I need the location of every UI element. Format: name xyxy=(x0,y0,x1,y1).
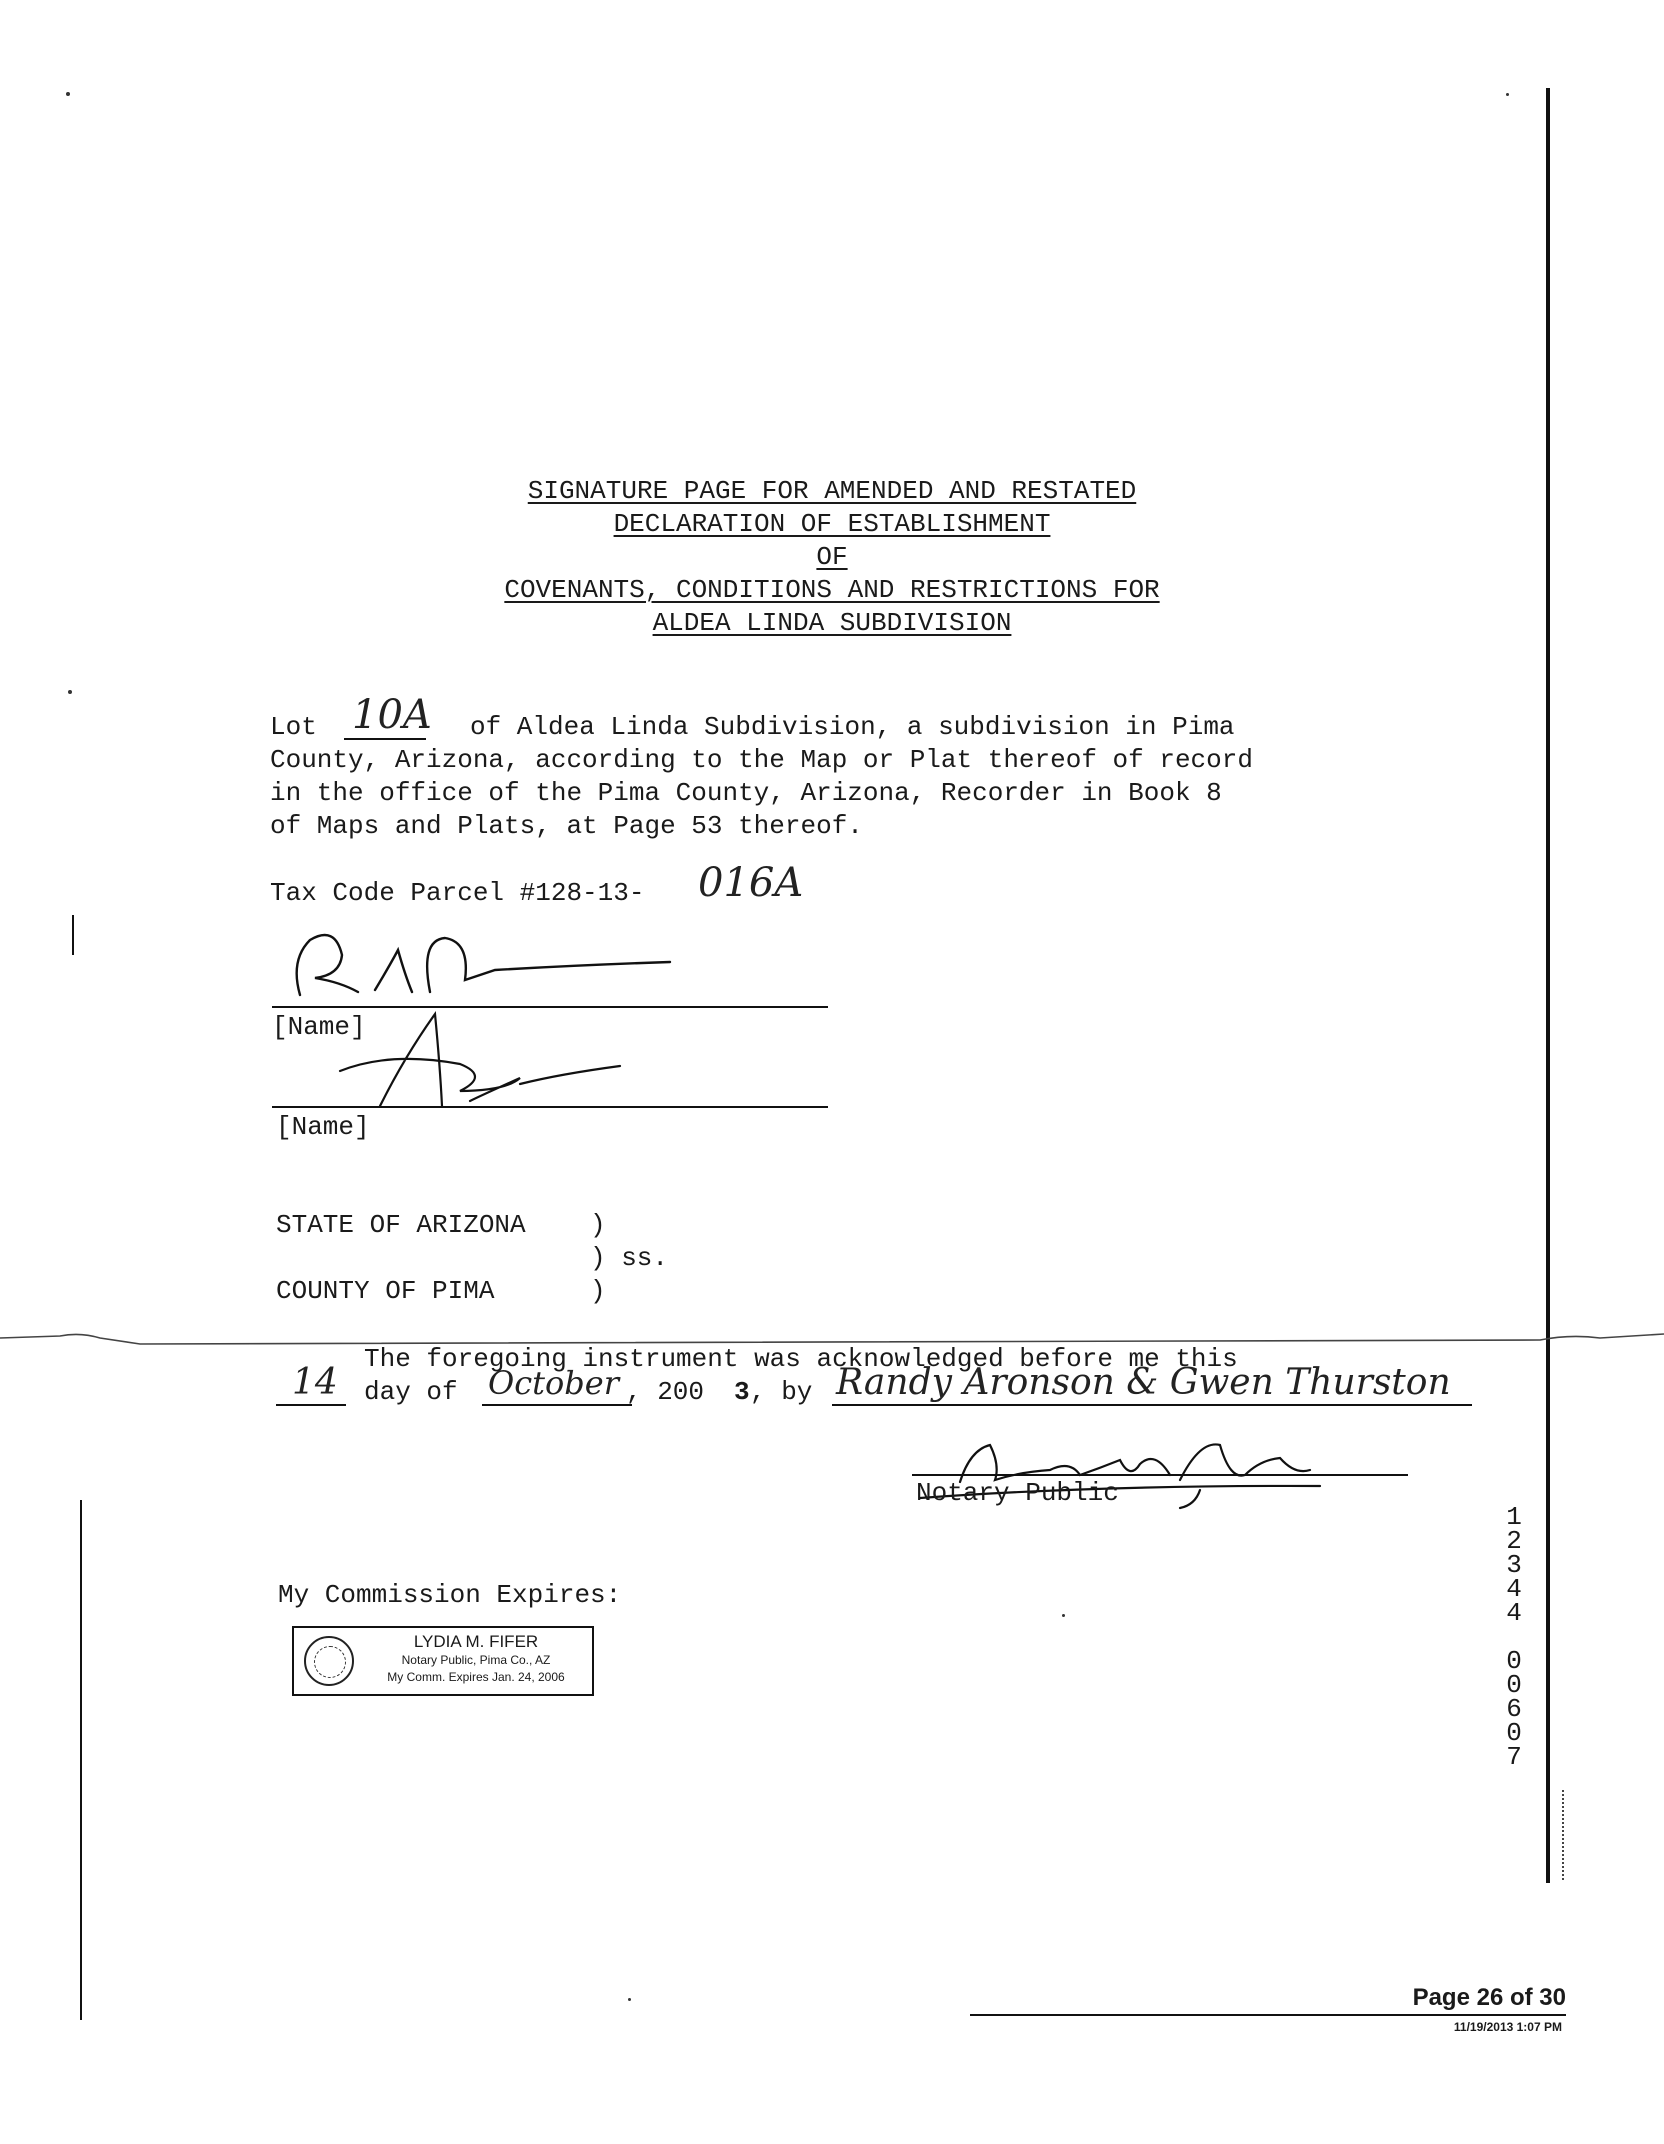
stamp-expires: My Comm. Expires Jan. 24, 2006 xyxy=(387,1670,565,1684)
acknowledgment-year-prefix: , 200 xyxy=(626,1377,705,1407)
stamp-title: Notary Public, Pima Co., AZ xyxy=(401,1653,551,1667)
title-line-4: COVENANTS, CONDITIONS AND RESTRICTIONS FOR xyxy=(504,575,1160,605)
tax-code-handwritten: 016A xyxy=(698,860,804,906)
venue-state: STATE OF ARIZONA xyxy=(276,1210,526,1240)
commission-expires-label: My Commission Expires: xyxy=(278,1580,622,1610)
signature-2-line xyxy=(272,1106,828,1108)
left-dashed-mark xyxy=(72,915,74,955)
right-dotted-mark xyxy=(1562,1790,1566,1880)
acknowledgment-names-handwritten: Randy Aronson & Gwen Thurston xyxy=(836,1362,1451,1403)
notary-signature-line xyxy=(912,1474,1408,1476)
day-underline xyxy=(276,1404,346,1406)
acknowledgment-year-handwritten: 3 xyxy=(734,1377,750,1407)
acknowledgment-day-of: day of xyxy=(364,1377,458,1407)
footer-timestamp: 11/19/2013 1:07 PM xyxy=(1453,2020,1562,2034)
legal-line-2: County, Arizona, according to the Map or Plat thereof of record xyxy=(270,745,1253,775)
lot-number-underline xyxy=(344,738,426,740)
stamp-name: LYDIA M. FIFER xyxy=(413,1632,539,1651)
venue-county: COUNTY OF PIMA xyxy=(276,1276,495,1306)
signature-2 xyxy=(320,1006,640,1111)
scan-speck xyxy=(68,690,72,694)
legal-line-3: in the office of the Pima County, Arizona, Recorder in Book 8 xyxy=(270,778,1222,808)
scan-speck xyxy=(628,1998,631,2001)
names-underline xyxy=(832,1404,1472,1406)
scan-speck xyxy=(66,92,70,96)
lot-label: Lot xyxy=(270,712,317,742)
title-line-3: OF xyxy=(816,542,848,572)
acknowledgment-by: , by xyxy=(750,1377,813,1407)
scan-speck xyxy=(1062,1614,1065,1617)
notary-public-label: Notary Public xyxy=(916,1478,1119,1508)
recording-number: 12344 00607 xyxy=(1499,1502,1529,1766)
signer-1-name-label: [Name] xyxy=(272,1012,366,1042)
title-line-2: DECLARATION OF ESTABLISHMENT xyxy=(613,509,1051,539)
signature-1 xyxy=(280,920,680,1010)
signer-2-name-label: [Name] xyxy=(276,1112,370,1142)
left-margin-scan-line xyxy=(80,1500,82,2020)
acknowledgment-month-handwritten: October xyxy=(488,1364,619,1402)
acknowledgment-line-1: The foregoing instrument was acknowledged before me this xyxy=(364,1344,1238,1374)
legal-line-4: of Maps and Plats, at Page 53 thereof. xyxy=(270,811,863,841)
venue-paren-1: ) xyxy=(590,1210,606,1240)
notary-seal-icon xyxy=(304,1636,354,1686)
venue-paren-3: ) xyxy=(590,1276,606,1306)
right-margin-scan-line xyxy=(1546,88,1550,1883)
title-line-1: SIGNATURE PAGE FOR AMENDED AND RESTATED xyxy=(527,476,1137,506)
scan-speck xyxy=(1506,93,1509,96)
month-underline xyxy=(482,1404,632,1406)
venue-ss: ) ss. xyxy=(590,1243,669,1273)
notary-stamp xyxy=(292,1626,594,1696)
footer-rule xyxy=(970,2014,1566,2016)
acknowledgment-day-handwritten: 14 xyxy=(292,1362,338,1403)
legal-line-1: of Aldea Linda Subdivision, a subdivision in Pima xyxy=(470,712,1235,742)
page-number: Page 26 of 30 xyxy=(1412,1984,1566,2011)
title-line-5: ALDEA LINDA SUBDIVISION xyxy=(652,608,1012,638)
tax-code-label: Tax Code Parcel #128-13- xyxy=(270,878,645,908)
lot-number-handwritten: 10A xyxy=(352,692,432,738)
